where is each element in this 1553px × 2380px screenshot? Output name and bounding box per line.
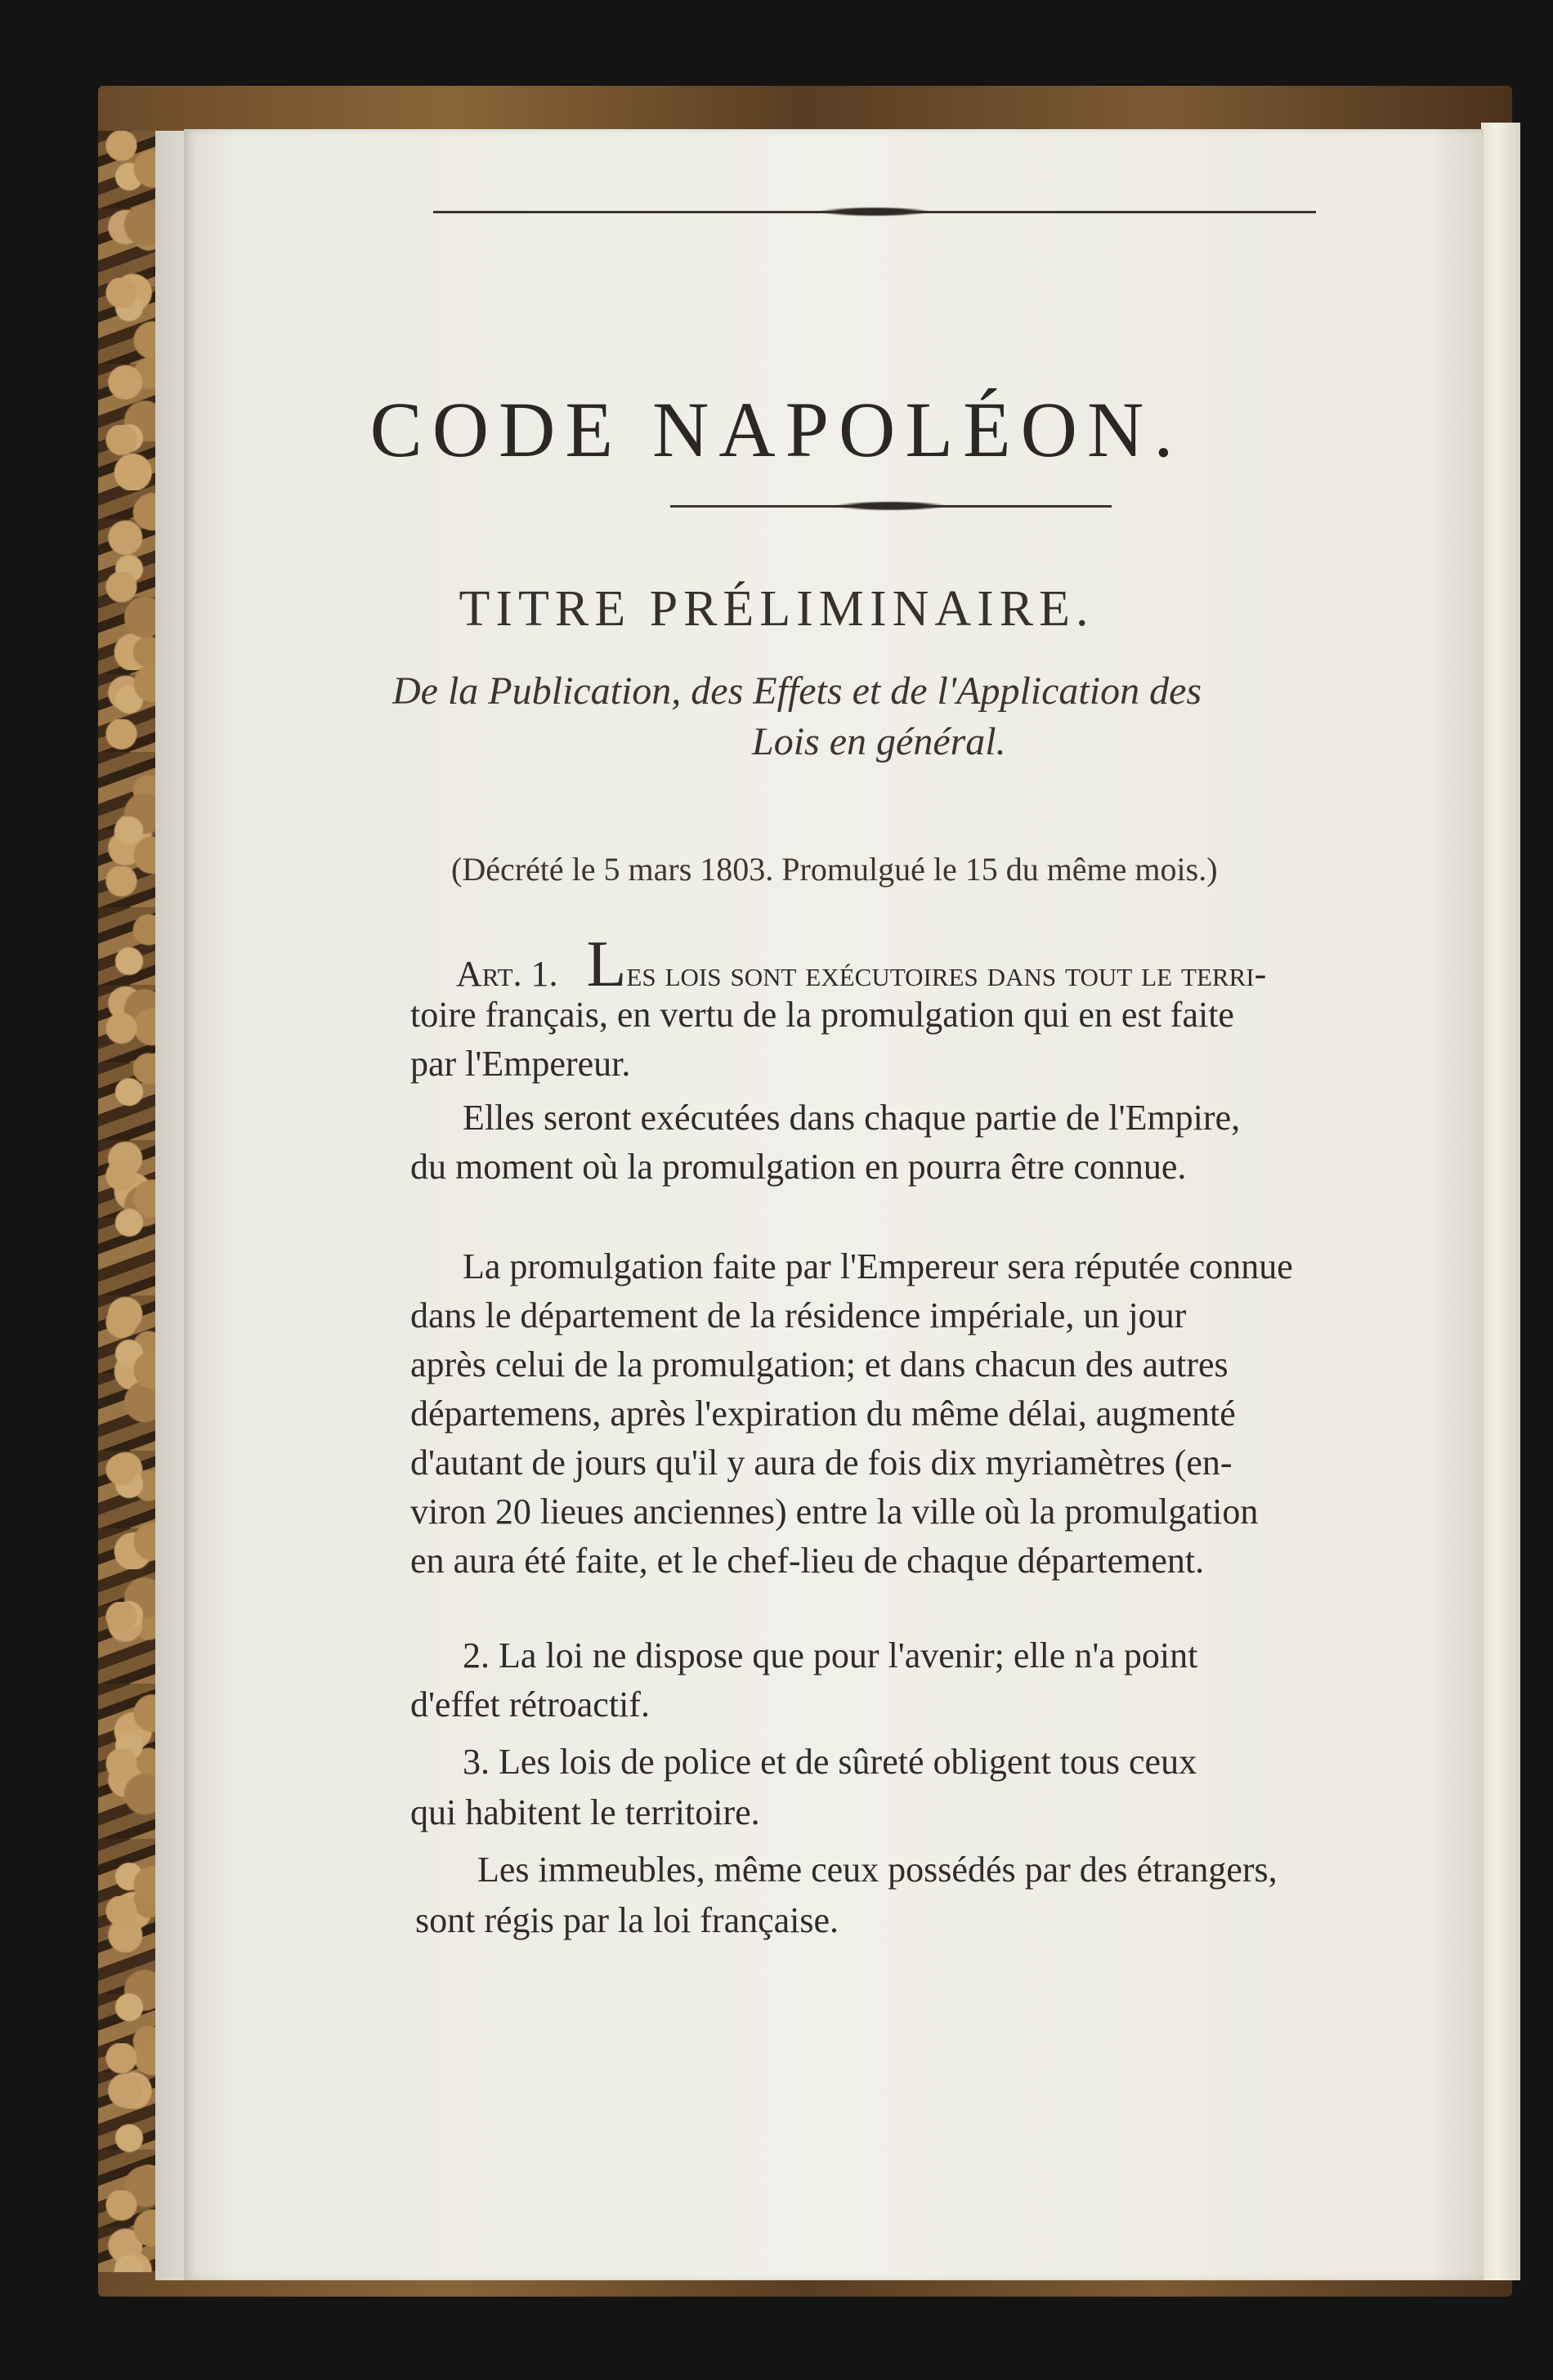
article-1-line1 — [456, 928, 1267, 1000]
article-2-line2: d'effet rétroactif. — [410, 1684, 650, 1725]
article-2-line1: 2. La loi ne dispose que pour l'avenir; elle n'a point — [463, 1635, 1198, 1675]
last-para-line1: Les immeubles, même ceux possédés par des étrangers, — [477, 1850, 1278, 1890]
para3-line6: viron 20 lieues anciennes) entre la ville où la promulgation — [410, 1492, 1259, 1532]
para3-line7: en aura été faite, et le chef-lieu de chaque département. — [410, 1541, 1205, 1581]
article-1-line3: par l'Empereur. — [410, 1044, 631, 1084]
last-para-line2: sont régis par la loi française. — [415, 1900, 839, 1940]
article-1-text: es lois sont exécutoires dans tout le terri- — [626, 954, 1267, 994]
article-3-line1: 3. Les lois de police et de sûreté obligent tous ceux — [463, 1742, 1197, 1782]
section-title: TITRE PRÉLIMINAIRE. — [459, 581, 1094, 637]
para3-line5: d'autant de jours qu'il y aura de fois dix myriamètres (en- — [410, 1443, 1233, 1483]
para3-line2: dans le département de la résidence impériale, un jour — [410, 1295, 1187, 1335]
para2-line2: du moment où la promulgation en pourra être connue. — [410, 1147, 1187, 1187]
decree-line: (Décrété le 5 mars 1803. Promulgué le 15 du même mois.) — [451, 851, 1218, 888]
section-subtitle-line1: De la Publication, des Effets et de l'Application des — [392, 669, 1202, 713]
para2-line1: Elles seront exécutées dans chaque partie de l'Empire, — [463, 1098, 1241, 1138]
para3-line3: après celui de la promulgation; et dans chacun des autres — [410, 1344, 1229, 1385]
para3-line4: départemens, après l'expiration du même délai, augmenté — [410, 1394, 1236, 1434]
top-ornament-rule — [433, 211, 1316, 213]
section-subtitle-line2: Lois en général. — [752, 720, 1006, 763]
para3-line1: La promulgation faite par l'Empereur sera réputée connue — [463, 1246, 1293, 1286]
article-label: Art. 1. — [456, 954, 558, 994]
drop-cap: L — [586, 928, 627, 1000]
page-title: CODE NAPOLÉON. — [369, 386, 1184, 473]
article-3-line2: qui habitent le territoire. — [410, 1792, 760, 1832]
title-ornament-rule — [670, 505, 1112, 508]
article-1-line2: toire français, en vertu de la promulgation qui en est faite — [410, 995, 1234, 1035]
